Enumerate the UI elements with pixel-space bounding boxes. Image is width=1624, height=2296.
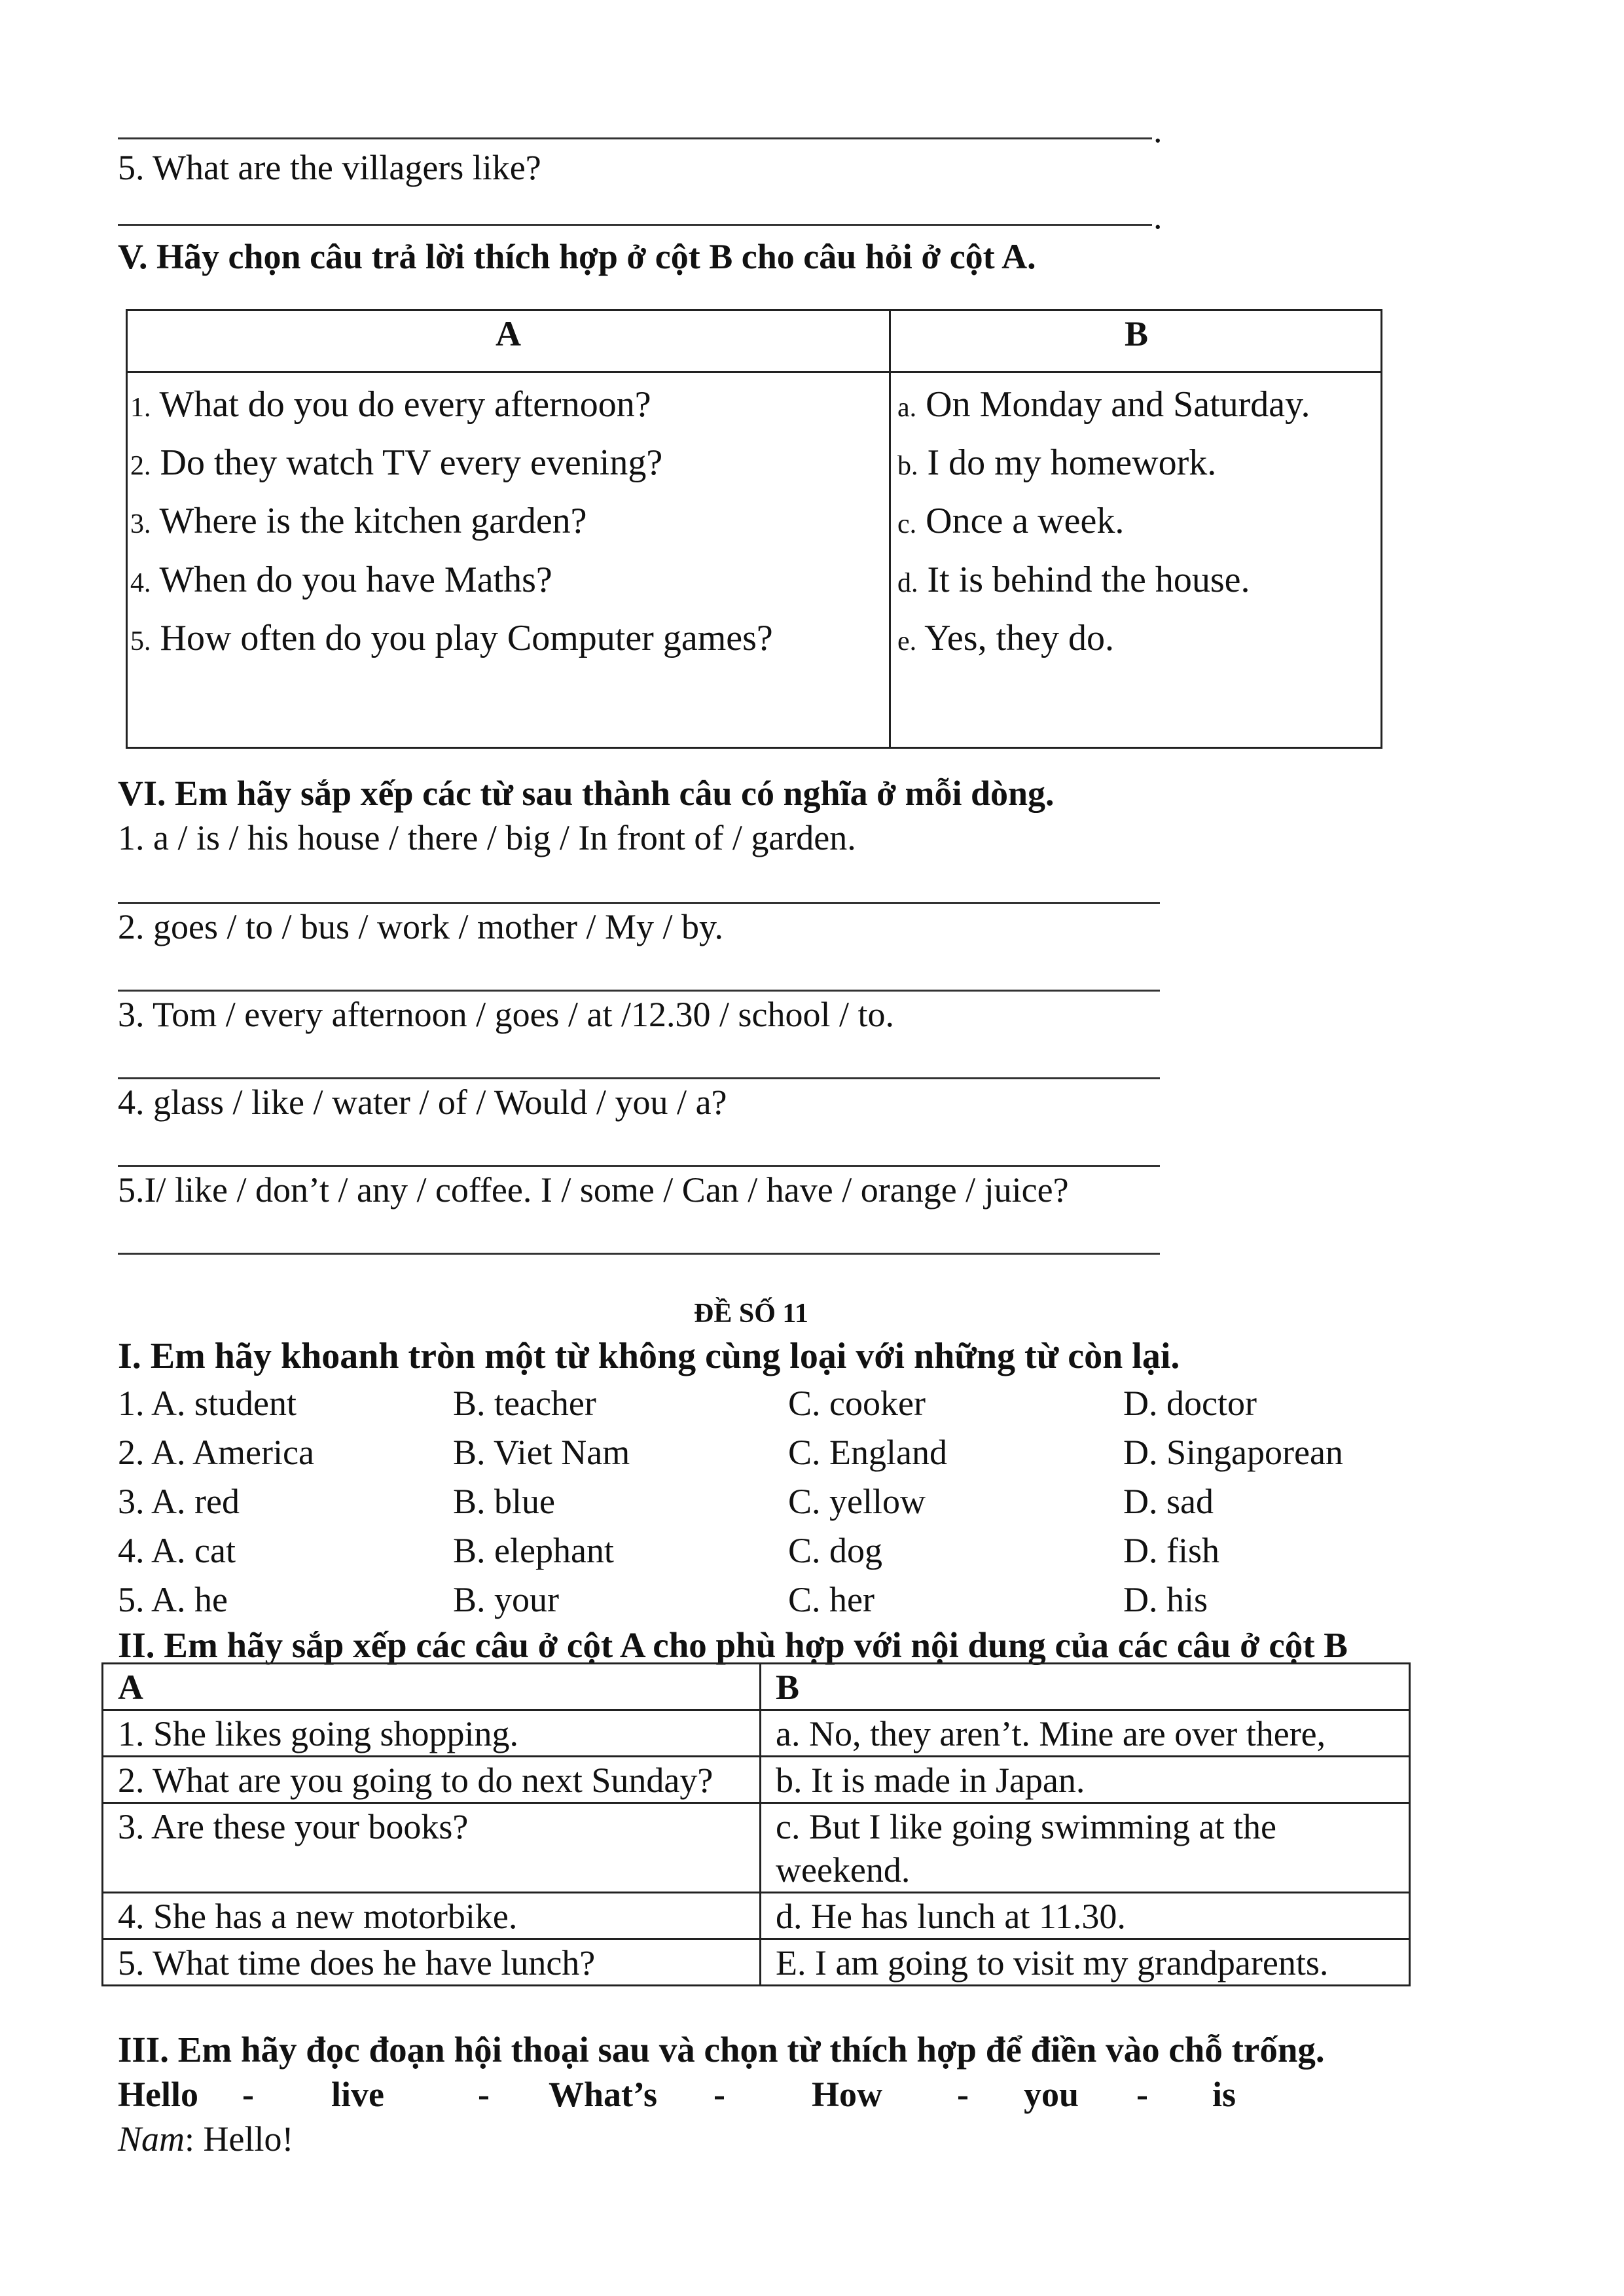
dialogue-text: : Hello! [185,2119,294,2159]
cell-b: b. It is made in Japan. [761,1757,1410,1803]
question-row [130,382,651,431]
table-row [103,1757,1410,1803]
question-5: 5. What are the villagers like? [118,148,541,187]
matching-table-ii [101,1662,1411,1986]
part-i-heading: I. Em hãy khoanh tròn một từ không cùng loại với những từ còn lại. [118,1336,1180,1376]
answer-row [897,498,1124,547]
answer-line[interactable] [118,1165,1160,1167]
test-title: ĐỀ SỐ 11 [694,1299,809,1329]
option-d[interactable]: D. fish [1123,1531,1219,1570]
question-text: Do they watch TV every evening? [160,442,663,483]
reorder-item: 1. a / is / his house / there / big / In front of / garden. [118,818,856,857]
answer-row [897,440,1216,489]
option-c[interactable]: C. dog [788,1531,883,1570]
answer-line[interactable] [118,1253,1160,1255]
reorder-item: 4. glass / like / water / of / Would / you / a? [118,1083,727,1122]
option-b[interactable]: B. blue [453,1482,555,1521]
question-text: When do you have Maths? [159,560,552,600]
cell-a: 4. She has a new motorbike. [103,1893,761,1939]
section-vi-heading: VI. Em hãy sắp xếp các từ sau thành câu có nghĩa ở mỗi dòng. [118,774,1055,813]
word-bank-separator: - [242,2075,254,2114]
column-b-header: B [761,1664,1410,1710]
table-row [103,1710,1410,1757]
option-b[interactable]: B. Viet Nam [453,1433,630,1472]
column-a-header: A [496,314,521,353]
column-b-header: B [1124,314,1149,353]
cell-b: c. But I like going swimming at the weekend. [761,1803,1410,1893]
table-row [103,1939,1410,1986]
header-divider [128,371,1380,373]
word-bank-separator: - [713,2075,725,2114]
cell-a: 1. She likes going shopping. [103,1710,761,1757]
question-text: What do you do every afternoon? [159,384,651,425]
option-c[interactable]: C. yellow [788,1482,926,1521]
question-row [130,498,587,547]
table-row [103,1893,1410,1939]
option-c[interactable]: C. her [788,1580,875,1619]
word-bank-item: you [1024,2075,1079,2114]
cell-a: 3. Are these your books? [103,1803,761,1893]
answer-text: It is behind the house. [927,560,1250,600]
reorder-item: 3. Tom / every afternoon / goes / at /12.30 / school / to. [118,995,895,1034]
option-a[interactable]: 3. A. red [118,1482,240,1521]
matching-table-v [126,309,1382,749]
table-header-row [103,1664,1410,1710]
answer-letter: d. [897,568,918,598]
answer-text: Once a week. [926,501,1125,541]
part-iii-heading: III. Em hãy đọc đoạn hội thoại sau và chọn từ thích hợp để điền vào chỗ trống. [118,2030,1325,2070]
cell-b: E. I am going to visit my grandparents. [761,1939,1410,1986]
question-row [130,440,662,489]
answer-letter: e. [897,626,917,656]
answer-row [897,557,1250,606]
question-text: How often do you play Computer games? [160,618,773,658]
cell-b: d. He has lunch at 11.30. [761,1893,1410,1939]
cell-b: a. No, they aren’t. Mine are over there, [761,1710,1410,1757]
word-bank-separator: - [1136,2075,1148,2114]
answer-line[interactable] [118,1077,1160,1079]
option-c[interactable]: C. England [788,1433,947,1472]
question-text: Where is the kitchen garden? [159,501,587,541]
option-a[interactable]: 4. A. cat [118,1531,236,1570]
answer-line[interactable] [118,990,1160,992]
answer-letter: b. [897,451,918,481]
dialogue-line [118,2118,293,2160]
option-d[interactable]: D. his [1123,1580,1208,1619]
word-bank-item: is [1212,2075,1236,2114]
answer-text: I do my homework. [927,442,1217,483]
answer-text: Yes, they do. [924,618,1114,658]
speaker-name: Nam [118,2119,185,2159]
cell-a: 2. What are you going to do next Sunday? [103,1757,761,1803]
question-row [130,615,773,664]
word-bank-item: What’s [549,2075,658,2114]
question-number: 3. [130,509,151,539]
question-number: 4. [130,568,151,598]
line-period: . [1153,197,1163,236]
answer-row [897,615,1114,664]
option-b[interactable]: B. teacher [453,1384,596,1423]
word-bank-separator: - [478,2075,490,2114]
option-b[interactable]: B. elephant [453,1531,614,1570]
word-bank-item: Hello [118,2075,198,2114]
word-bank-item: How [812,2075,882,2114]
word-bank-item: live [331,2075,384,2114]
section-v-heading: V. Hãy chọn câu trả lời thích hợp ở cột B cho câu hỏi ở cột A. [118,237,1036,276]
option-d[interactable]: D. Singaporean [1123,1433,1343,1472]
column-divider [889,311,891,747]
answer-text: On Monday and Saturday. [926,384,1310,425]
option-a[interactable]: 5. A. he [118,1580,228,1619]
answer-row [897,382,1310,431]
answer-line[interactable] [118,137,1152,139]
part-ii-heading: II. Em hãy sắp xếp các câu ở cột A cho phù hợp với nội dung của các câu ở cột B [118,1625,1348,1665]
answer-line[interactable] [118,224,1152,226]
option-d[interactable]: D. sad [1123,1482,1214,1521]
column-a-header: A [103,1664,761,1710]
option-a[interactable]: 1. A. student [118,1384,297,1423]
option-d[interactable]: D. doctor [1123,1384,1257,1423]
answer-line[interactable] [118,902,1160,904]
question-number: 2. [130,451,151,481]
question-number: 1. [130,393,151,423]
reorder-item: 5.I/ like / don’t / any / coffee. I / some / Can / have / orange / juice? [118,1170,1069,1210]
cell-a: 5. What time does he have lunch? [103,1939,761,1986]
table-row [103,1803,1410,1893]
line-period: . [1153,111,1163,150]
answer-letter: c. [897,509,917,539]
option-b[interactable]: B. your [453,1580,559,1619]
answer-letter: a. [897,393,917,423]
option-c[interactable]: C. cooker [788,1384,926,1423]
question-number: 5. [130,626,151,656]
word-bank-separator: - [957,2075,969,2114]
reorder-item: 2. goes / to / bus / work / mother / My / by. [118,907,723,946]
option-a[interactable]: 2. A. America [118,1433,314,1472]
question-row [130,557,552,606]
